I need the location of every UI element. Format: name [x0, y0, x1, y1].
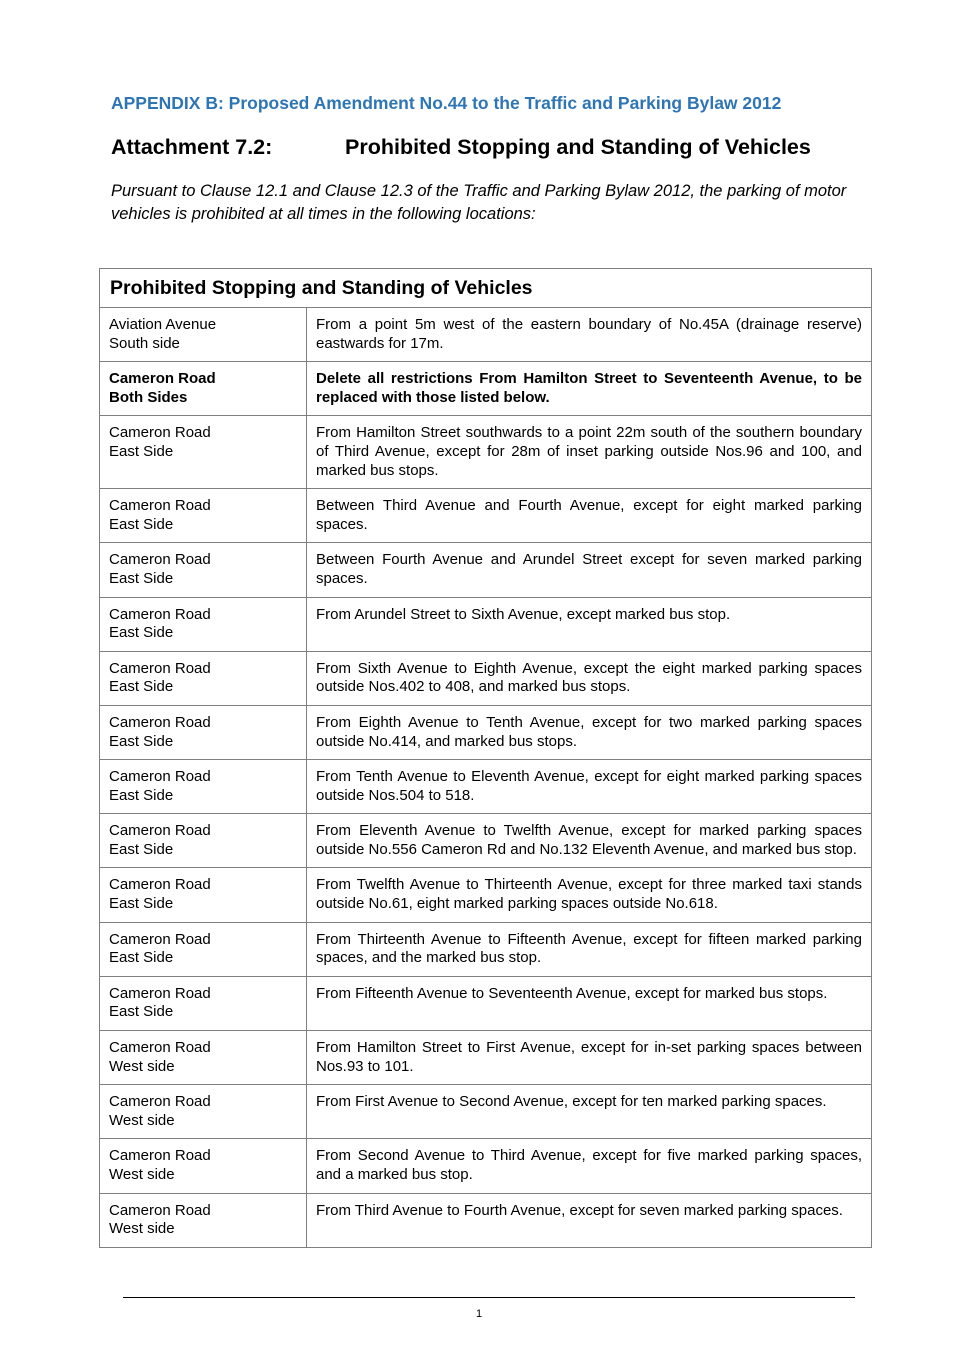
table-row	[100, 760, 872, 814]
location-cell	[100, 416, 307, 489]
location-cell	[100, 543, 307, 597]
road-name: Cameron Road	[109, 1093, 211, 1111]
road-side: East Side	[109, 678, 174, 696]
road-side: East Side	[109, 949, 174, 967]
restriction-description: From Sixth Avenue to Eighth Avenue, except the eight marked parking spaces outside Nos.402 to 408, and marked bus stops.	[307, 651, 872, 705]
road-name: Cameron Road	[109, 930, 211, 948]
table-row	[100, 362, 872, 416]
restriction-description: From Twelfth Avenue to Thirteenth Avenue, except for three marked taxi stands outside No.61, eight marked parking spaces outside No.618.	[307, 868, 872, 922]
road-side: East Side	[109, 569, 174, 587]
attachment-number: Attachment 7.2:	[111, 135, 273, 159]
table-row	[100, 976, 872, 1030]
restriction-description: From a point 5m west of the eastern boundary of No.45A (drainage reserve) eastwards for 17m.	[307, 308, 872, 362]
attachment-title: Prohibited Stopping and Standing of Vehicles	[345, 135, 811, 159]
table-row	[100, 1085, 872, 1139]
attachment-heading	[111, 135, 811, 160]
road-side: South side	[109, 334, 180, 352]
road-name: Cameron Road	[109, 551, 211, 569]
location-cell	[100, 760, 307, 814]
restriction-description: From Tenth Avenue to Eleventh Avenue, except for eight marked parking spaces outside Nos.504 to 518.	[307, 760, 872, 814]
table-row	[100, 922, 872, 976]
road-side: West side	[109, 1166, 175, 1183]
road-name: Cameron Road	[109, 876, 211, 894]
road-side: West side	[109, 1111, 175, 1129]
restriction-description: From Second Avenue to Third Avenue, except for five marked parking spaces, and a marked bus stop.	[307, 1139, 872, 1193]
restriction-description: From Fifteenth Avenue to Seventeenth Avenue, except for marked bus stops.	[307, 976, 872, 1030]
restriction-description: From Hamilton Street to First Avenue, except for in-set parking spaces between Nos.93 to 101.	[307, 1031, 872, 1085]
table-row	[100, 416, 872, 489]
location-cell	[100, 597, 307, 651]
location-cell	[100, 1193, 307, 1247]
restriction-description: Between Third Avenue and Fourth Avenue, except for eight marked parking spaces.	[307, 489, 872, 543]
restriction-description: Between Fourth Avenue and Arundel Street except for seven marked parking spaces.	[307, 543, 872, 597]
road-side: East Side	[109, 732, 174, 750]
prohibited-stopping-table	[99, 268, 872, 1248]
road-side: Both Sides	[109, 388, 188, 406]
road-name: Cameron Road	[109, 822, 211, 840]
road-name: Cameron Road	[109, 713, 211, 731]
table-row	[100, 1139, 872, 1193]
road-name: Cameron Road	[109, 1147, 211, 1165]
road-name: Cameron Road	[109, 497, 211, 515]
road-side: East Side	[109, 840, 174, 858]
location-cell	[100, 489, 307, 543]
restriction-description: From Third Avenue to Fourth Avenue, except for seven marked parking spaces.	[307, 1193, 872, 1247]
location-cell	[100, 362, 307, 416]
page-number: 1	[475, 1308, 483, 1320]
road-side: East Side	[109, 515, 174, 533]
restriction-description: From Eleventh Avenue to Twelfth Avenue, except for marked parking spaces outside No.556 Cameron Rd and No.132 Eleventh Avenue, and marked bus stop.	[307, 814, 872, 868]
table-row	[100, 651, 872, 705]
road-side: East Side	[109, 442, 174, 460]
table-row	[100, 1193, 872, 1247]
location-cell	[100, 1031, 307, 1085]
table-row	[100, 543, 872, 597]
table-row	[100, 814, 872, 868]
appendix-heading: APPENDIX B: Proposed Amendment No.44 to the Traffic and Parking Bylaw 2012	[111, 93, 782, 113]
road-name: Aviation Avenue	[109, 316, 217, 333]
restriction-description: From First Avenue to Second Avenue, except for ten marked parking spaces.	[307, 1085, 872, 1139]
restriction-description: From Thirteenth Avenue to Fifteenth Avenue, except for fifteen marked parking spaces, and the marked bus stop.	[307, 922, 872, 976]
table-row	[100, 1031, 872, 1085]
road-name: Cameron Road	[109, 984, 211, 1002]
table-row	[100, 868, 872, 922]
location-cell	[100, 814, 307, 868]
restriction-description: Delete all restrictions From Hamilton Street to Seventeenth Avenue, to be replaced with those listed below.	[307, 362, 872, 416]
restriction-description: From Hamilton Street southwards to a point 22m south of the southern boundary of Third Avenue, except for 28m of inset parking outside Nos.96 and 100, and marked bus stops.	[307, 416, 872, 489]
road-name: Cameron Road	[109, 768, 211, 786]
restriction-description: From Arundel Street to Sixth Avenue, except marked bus stop.	[307, 597, 872, 651]
road-side: West side	[109, 1057, 175, 1075]
road-side: West side	[109, 1220, 175, 1238]
road-name: Cameron Road	[109, 370, 216, 388]
location-cell	[100, 308, 307, 362]
intro-paragraph: Pursuant to Clause 12.1 and Clause 12.3 of the Traffic and Parking Bylaw 2012, the parking of motor vehicles is prohibited at all times in the following locations:	[111, 182, 847, 223]
road-side: East Side	[109, 1003, 174, 1021]
location-cell	[100, 1085, 307, 1139]
restriction-description: From Eighth Avenue to Tenth Avenue, except for two marked parking spaces outside No.414, and marked bus stops.	[307, 705, 872, 759]
table-row	[100, 597, 872, 651]
location-cell	[100, 705, 307, 759]
road-side: East Side	[109, 895, 174, 913]
road-name: Cameron Road	[109, 424, 211, 442]
table-heading: Prohibited Stopping and Standing of Vehicles	[100, 269, 872, 308]
location-cell	[100, 868, 307, 922]
table-row	[100, 705, 872, 759]
road-name: Cameron Road	[109, 1201, 211, 1219]
road-name: Cameron Road	[109, 659, 211, 677]
road-name: Cameron Road	[109, 1039, 211, 1057]
table-row	[100, 308, 872, 362]
road-side: East Side	[109, 786, 174, 804]
location-cell	[100, 922, 307, 976]
table-heading-row	[100, 269, 872, 308]
location-cell	[100, 976, 307, 1030]
location-cell	[100, 651, 307, 705]
table-row	[100, 489, 872, 543]
road-name: Cameron Road	[109, 605, 211, 623]
footer-divider	[123, 1297, 855, 1298]
location-cell	[100, 1139, 307, 1193]
road-side: East Side	[109, 624, 174, 642]
